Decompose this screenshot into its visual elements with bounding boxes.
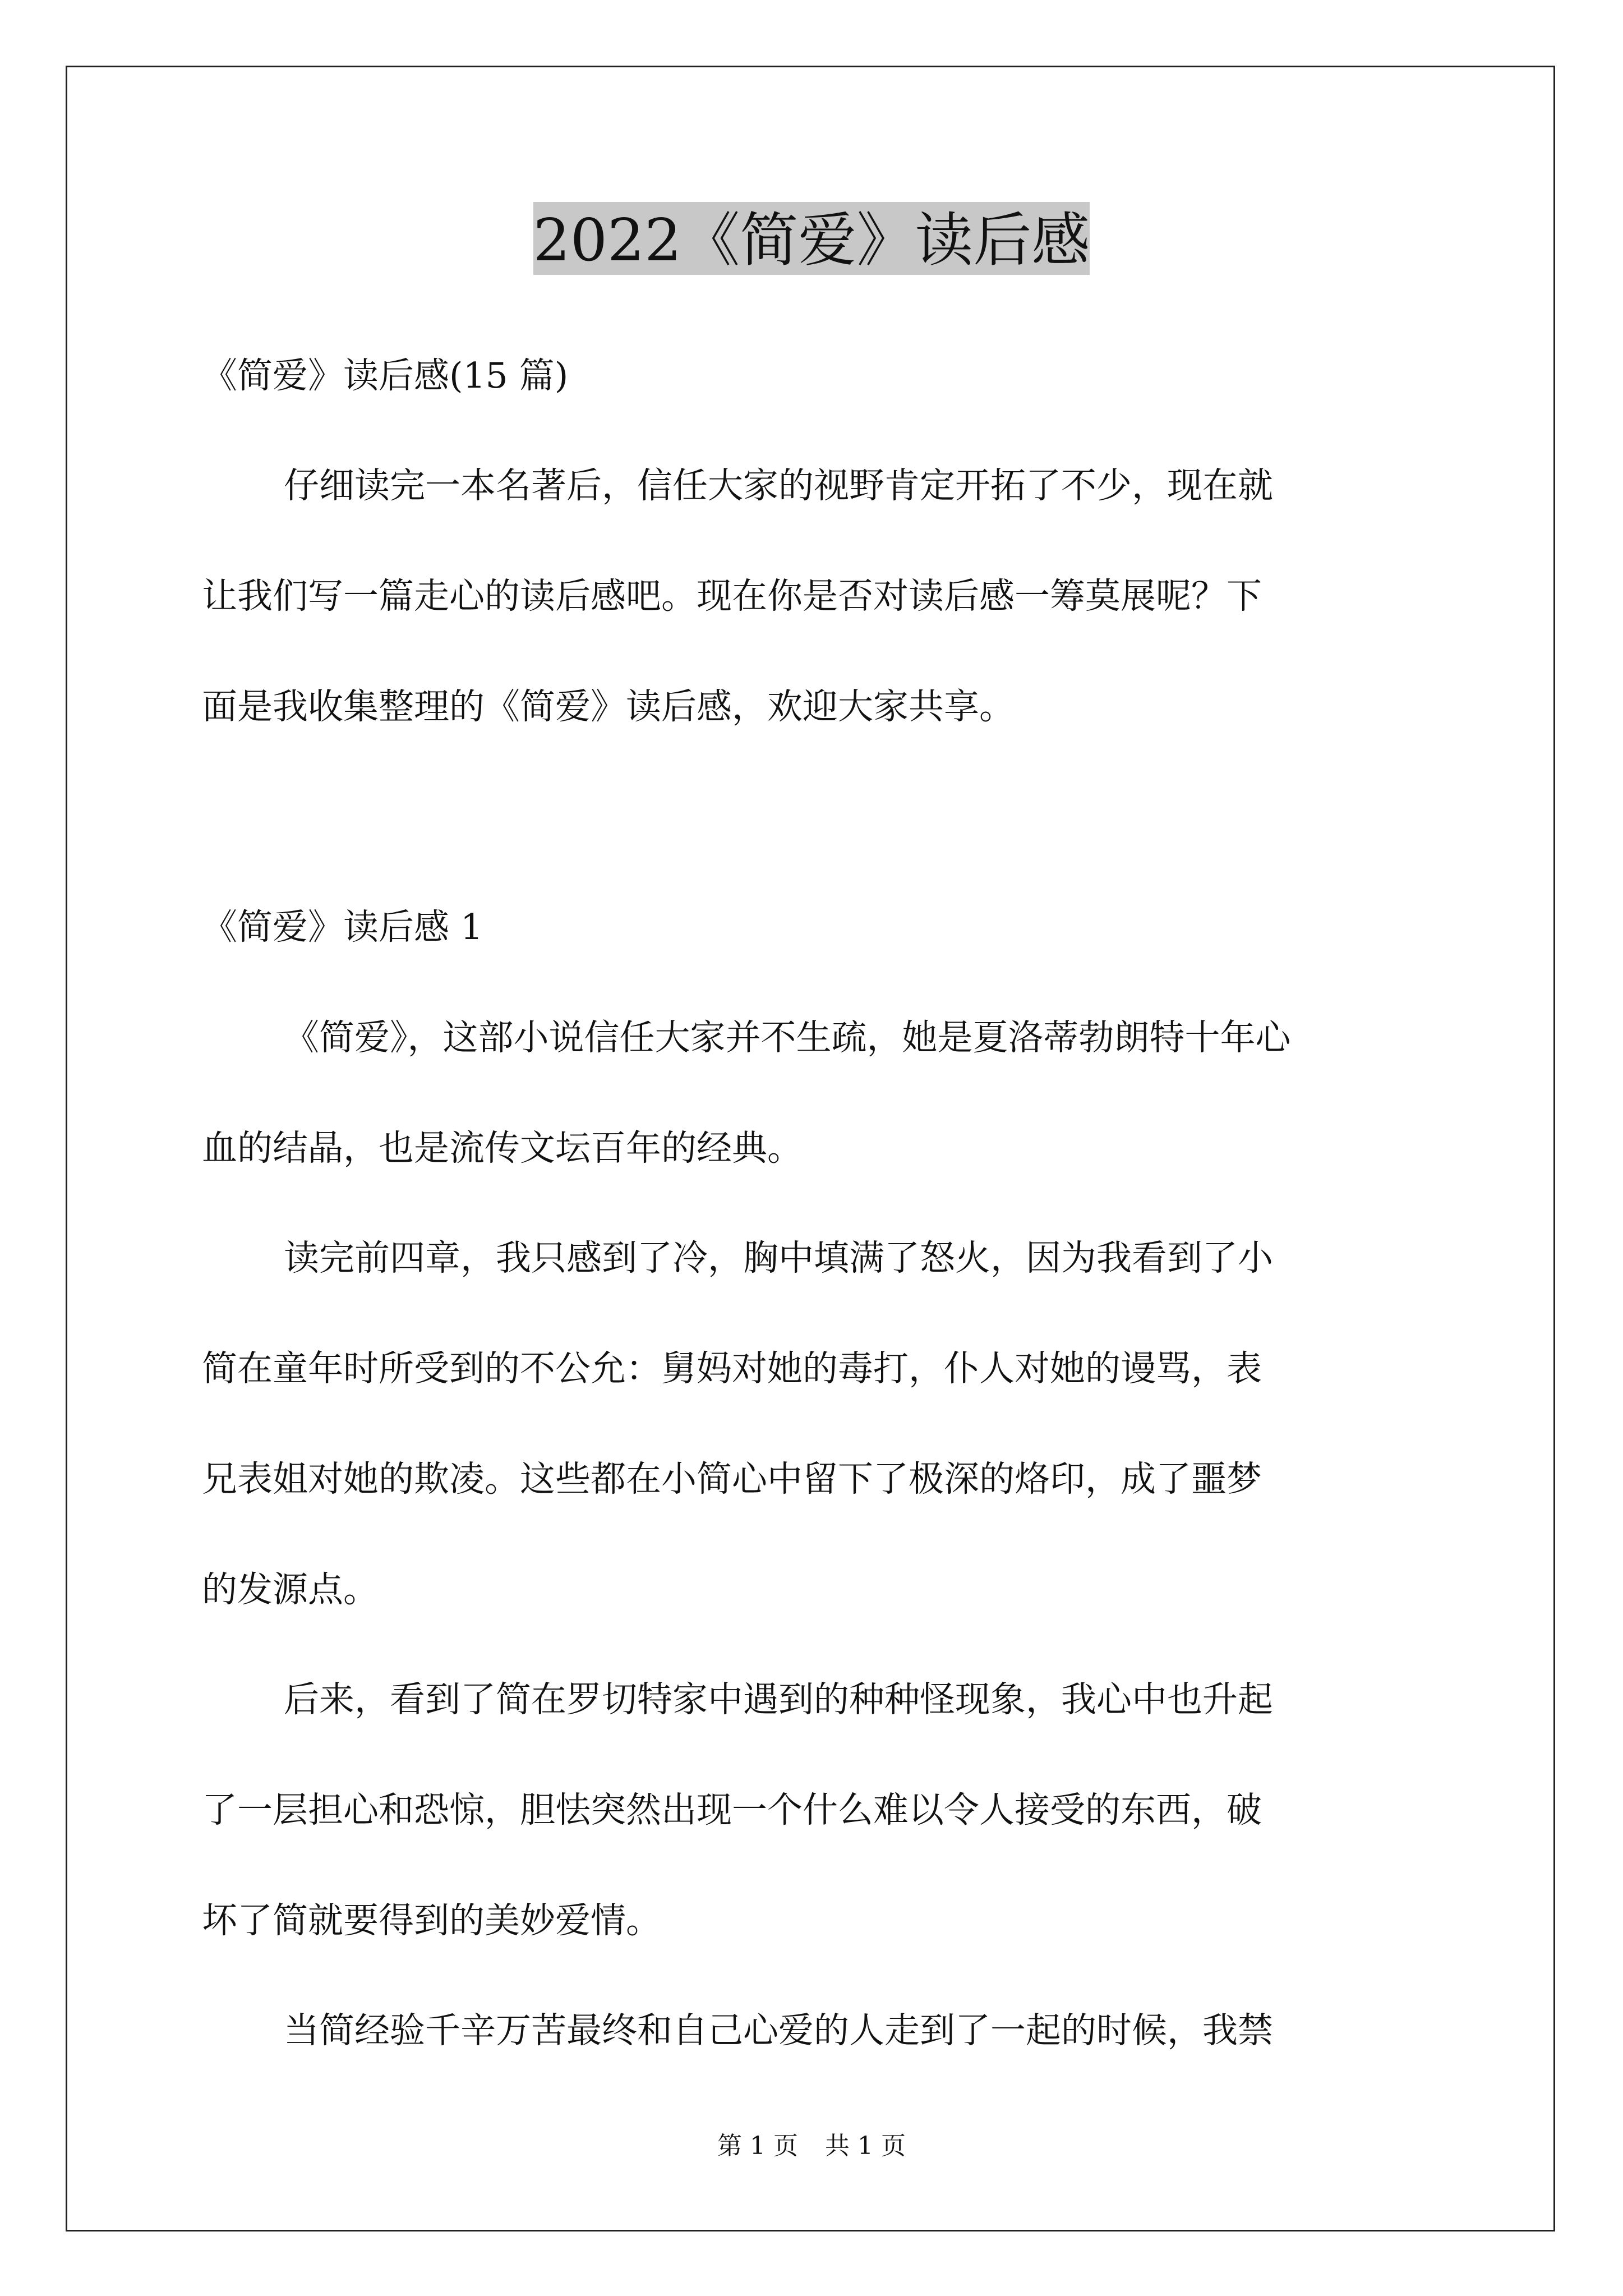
paragraph-line: 读完前四章，我只感到了冷，胸中填满了怒火，因为我看到了小	[284, 1237, 1273, 1278]
page-total: 共 1 页	[825, 2132, 906, 2160]
paragraph-line: 让我们写一篇走心的读后感吧。现在你是否对读后感一筹莫展呢？下	[202, 576, 1262, 616]
paragraph-line: 简在童年时所受到的不公允：舅妈对她的毒打，仆人对她的谩骂，表	[202, 1348, 1262, 1389]
paragraph-line: 后来，看到了简在罗切特家中遇到的种种怪现象，我心中也升起	[284, 1679, 1273, 1720]
paragraph-line: 血的结晶，也是流传文坛百年的经典。	[202, 1128, 803, 1168]
paragraph-line: 的发源点。	[202, 1569, 379, 1610]
paragraph-line: 了一层担心和恐惊，胆怯突然出现一个什么难以令人接受的东西，破	[202, 1789, 1262, 1830]
paragraph-line: 面是我收集整理的《简爱》读后感，欢迎大家共享。	[202, 686, 1015, 727]
section-heading: 《简爱》读后感 1	[202, 907, 483, 947]
paragraph-line: 当简经验千辛万苦最终和自己心爱的人走到了一起的时候，我禁	[284, 2010, 1273, 2051]
title-block	[0, 202, 1623, 275]
page-footer	[0, 2131, 1623, 2162]
document-title: 2022《简爱》读后感	[533, 202, 1090, 275]
paragraph-line: 仔细读完一本名著后，信任大家的视野肯定开拓了不少，现在就	[284, 465, 1273, 506]
paragraph-line: 坏了简就要得到的美妙爱情。	[202, 1900, 661, 1941]
paragraph-line: 《简爱》，这部小说信任大家并不生疏，她是夏洛蒂勃朗特十年心	[284, 1017, 1291, 1058]
subtitle: 《简爱》读后感(15 篇)	[202, 355, 569, 396]
page-number: 第 1 页	[717, 2132, 798, 2160]
paragraph-line: 兄表姐对她的欺凌。这些都在小简心中留下了极深的烙印，成了噩梦	[202, 1458, 1262, 1499]
